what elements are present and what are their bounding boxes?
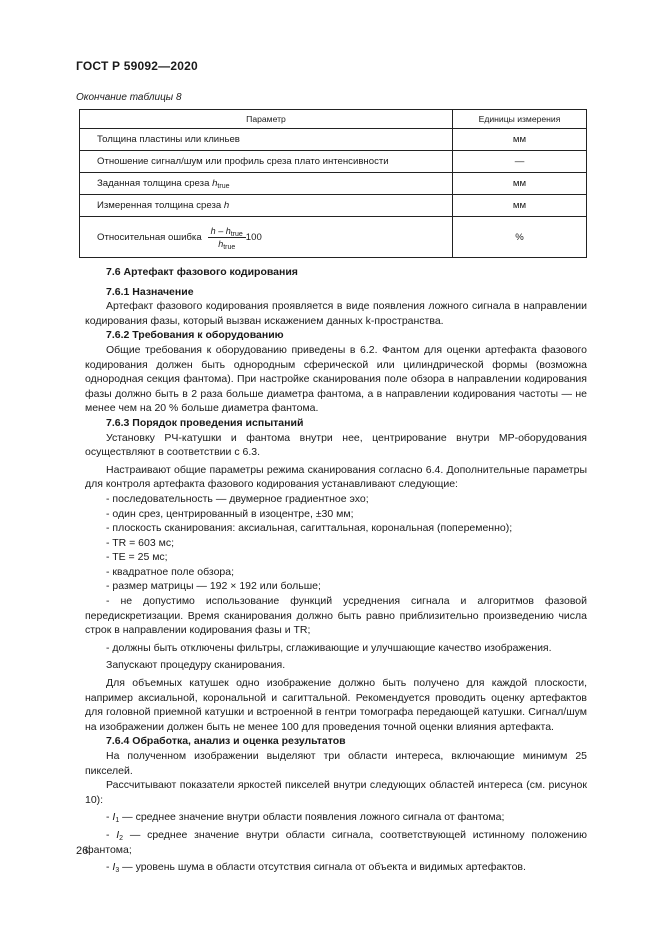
list-item: - TR = 603 мс; [106, 536, 175, 549]
formula-minus: – [215, 225, 226, 236]
list-item: - последовательность — двумерное градиентное эхо; [106, 492, 369, 505]
roi-subscript: 1 [115, 817, 120, 825]
paragraph: Для объемных катушек одно изображение должно быть получено для каждой плоскости, например аксиальной, корональной и сагиттальной. Рекомендуется проводить оценку артефактов для головной приемной катушки и встроенной в гентри томографа передающей катушки. Сигнал/шум на изображении должен быть не менее 100 для проведения точной оценки влияния артефакта. [85, 677, 587, 733]
column-header-unit: Единицы измерения [453, 110, 587, 129]
roi-dash: - [106, 861, 113, 874]
table-header-row [80, 110, 587, 129]
param-cell: Толщина пластины или клиньев [80, 129, 453, 151]
param-cell: Отношение сигнал/шум или профиль среза плато интенсивности [80, 151, 453, 173]
standard-number: ГОСТ Р 59092—2020 [76, 59, 198, 73]
list-item: - размер матрицы — 192 × 192 или больше; [106, 580, 321, 593]
formula-sub: true [223, 243, 236, 251]
subsection-title: 7.6.2 Требования к оборудованию [106, 329, 284, 342]
roi-subscript: 3 [115, 867, 120, 875]
paragraph: Запускают процедуру сканирования. [106, 659, 286, 672]
roi-text: — среднее значение внутри области сигнала, соответствующей истинному положению фантома; [85, 828, 587, 856]
roi-item [85, 828, 587, 857]
paragraph: Артефакт фазового кодирования проявляется в виде появления ложного сигнала в направлении кодирования фазы, который вызван искажением данных k-пространства. [85, 300, 587, 327]
roi-item [85, 860, 587, 875]
formula-numerator [208, 226, 246, 238]
subsection-title: 7.6.1 Назначение [106, 285, 194, 298]
unit-cell: — [453, 151, 587, 173]
subsection-title: 7.6.3 Порядок проведения испытаний [106, 416, 304, 429]
param-cell [80, 217, 453, 258]
unit-cell: % [453, 217, 587, 258]
table-row [80, 151, 587, 173]
unit-cell: мм [453, 129, 587, 151]
roi-variable: I [116, 828, 120, 841]
relative-error-formula [208, 226, 246, 249]
param-variable: h [223, 200, 230, 211]
body-text [85, 265, 587, 875]
roi-text: — среднее значение внутри области появления ложного сигнала от фантома; [119, 811, 505, 824]
roi-dash: - [106, 811, 113, 824]
section-title: 7.6 Артефакт фазового кодирования [106, 266, 298, 278]
formula-var: h [225, 225, 231, 236]
unit-cell: мм [453, 195, 587, 217]
list-item: - TE = 25 мс; [106, 551, 168, 564]
table-row [80, 195, 587, 217]
param-text: Заданная толщина среза [97, 178, 213, 189]
paragraph: Общие требования к оборудованию приведены в 6.2. Фантом для оценки артефакта фазового кодирования должен быть однородным сферической или цилиндрической формы (возможна однородная секция фантома). При настройке сканирования поле обзора в направлении кодирования фазы должно быть в 2 раза больше диаметра фантома, а в направлении кодирования частоты — не менее чем на 20 % больше диаметра фантома. [85, 343, 587, 415]
formula-denominator [208, 238, 246, 249]
param-text: Измеренная толщина среза [97, 200, 224, 211]
roi-text: — уровень шума в области отсутствия сигнала от объекта и видимых артефактов. [119, 861, 526, 874]
param-cell [80, 173, 453, 195]
param-text: Относительная ошибка [97, 231, 202, 243]
list-item: - квадратное поле обзора; [106, 565, 235, 578]
list-item: - не допустимо использование функций усреднения сигнала и алгоритмов фазовой передискретизации. Время сканирования должно быть равно приблизительно произведению числа строк в направлении кодирования фазы и TR; [85, 595, 587, 637]
list-item: - один срез, центрированный в изоцентре, ±30 мм; [106, 507, 354, 520]
paragraph: Рассчитывают показатели яркостей пикселей внутри следующих областей интереса (см. рисунок 10): [85, 779, 587, 806]
paragraph: Установку РЧ-катушки и фантома внутри нее, центрирование внутри МР-оборудования осуществляют в соответствии с 6.3. [85, 431, 587, 459]
param-subscript: true [217, 183, 230, 190]
formula-var: h [210, 225, 216, 236]
formula-multiplier: 100 [245, 231, 262, 243]
paragraph: Настраивают общие параметры режима сканирования согласно 6.4. Дополнительные параметры для контроля артефакта фазового кодирования устанавливают следующие: [85, 463, 587, 491]
paragraph: На полученном изображении выделяют три области интереса, включающие минимум 25 пикселей. [85, 750, 587, 777]
roi-subscript: 2 [119, 834, 124, 842]
page-number: 26 [76, 845, 89, 857]
roi-item [85, 810, 587, 825]
list-item: - плоскость сканирования: аксиальная, сагиттальная, корональная (попеременно); [106, 522, 513, 535]
roi-variable: I [112, 861, 116, 874]
subsection-title: 7.6.4 Обработка, анализ и оценка результатов [106, 735, 346, 748]
table-row [80, 173, 587, 195]
table-caption: Окончание таблицы 8 [76, 92, 182, 103]
formula-var: h [218, 238, 224, 249]
param-variable: h [212, 178, 218, 189]
unit-cell: мм [453, 173, 587, 195]
table-row [80, 129, 587, 151]
list-item: - должны быть отключены фильтры, сглаживающие и улучшающие качество изображения. [106, 641, 552, 654]
column-header-parameter: Параметр [80, 110, 453, 129]
formula-sub: true [230, 230, 243, 238]
roi-dash: - [106, 828, 117, 841]
roi-variable: I [112, 811, 116, 824]
param-cell [80, 195, 453, 217]
parameters-table [79, 109, 587, 258]
table-row [80, 217, 587, 258]
